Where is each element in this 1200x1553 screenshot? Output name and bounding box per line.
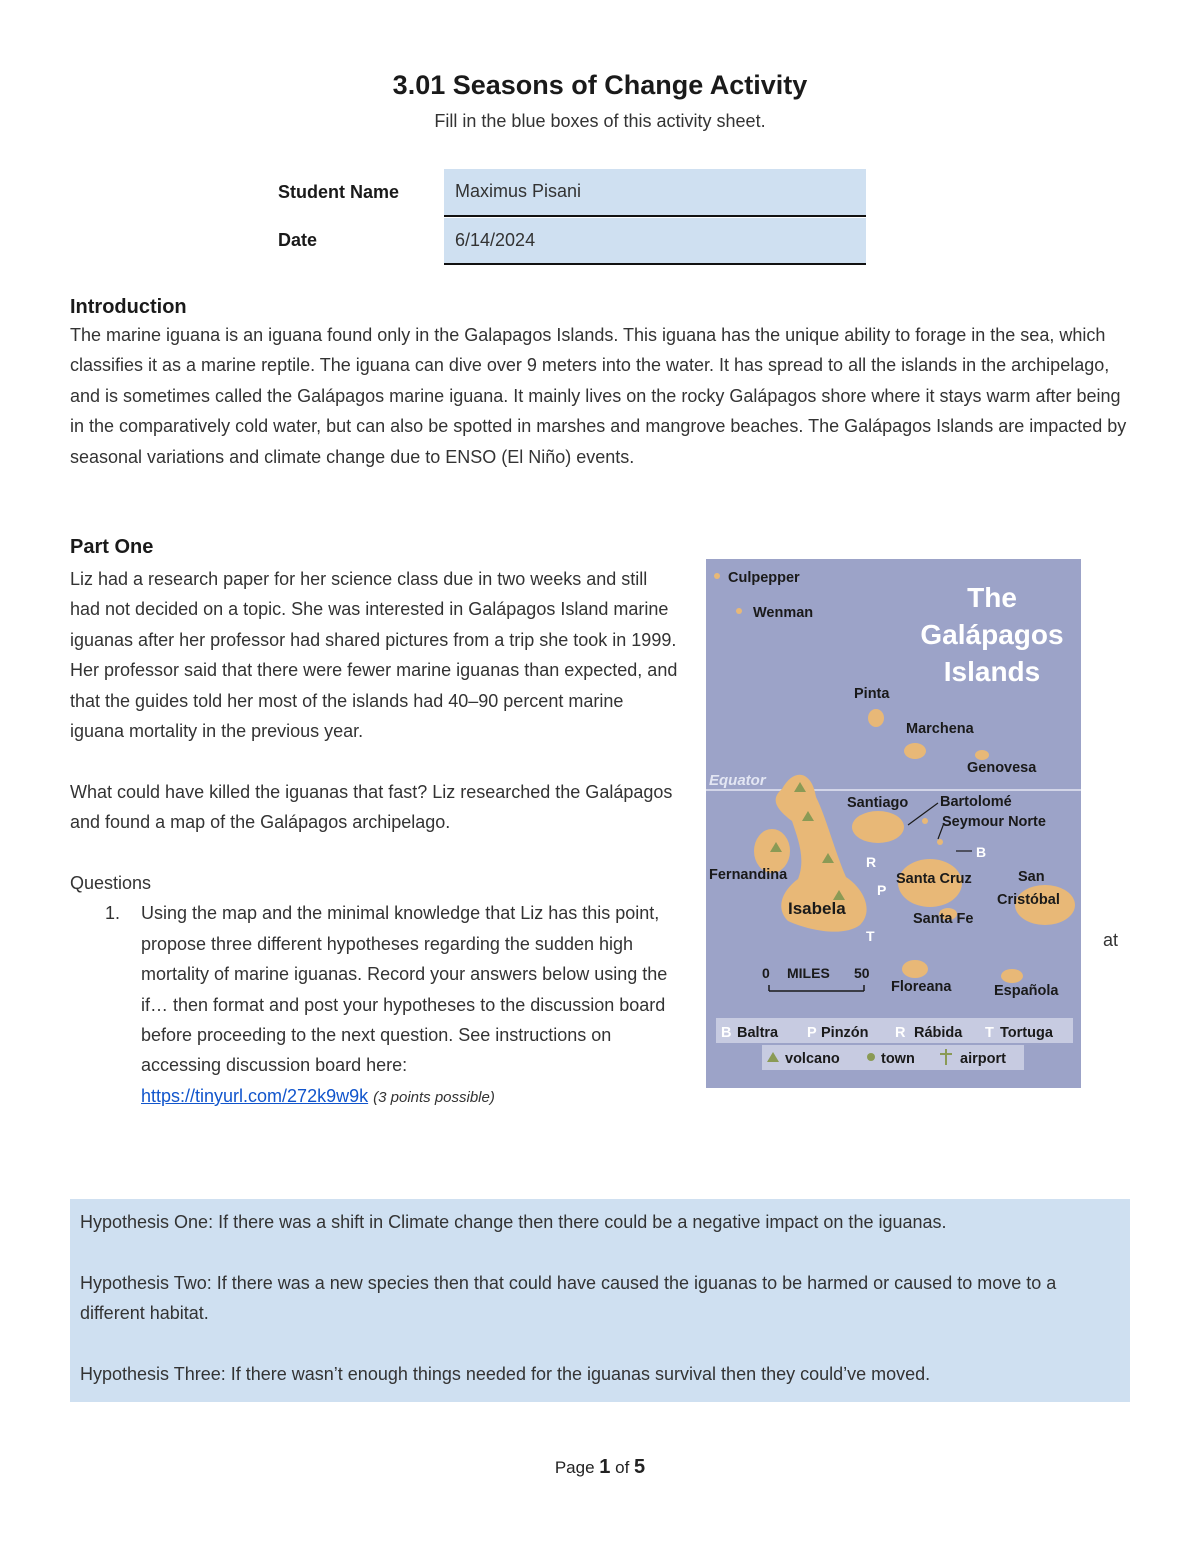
page-subtitle: Fill in the blue boxes of this activity sheet.: [434, 111, 766, 131]
tortuga-key: T: [985, 1025, 994, 1041]
student-name-label: Student Name: [278, 182, 400, 202]
date-label: Date: [278, 230, 318, 250]
marchena-island: [904, 743, 926, 759]
hypothesis-two[interactable]: Hypothesis Two: If there was a new species then that could have caused the iguanas to be harmed or caused to move to a different habitat.: [80, 1272, 1057, 1324]
student-name-field[interactable]: Maximus Pisani: [444, 169, 866, 217]
scale-miles: MILES: [787, 965, 830, 981]
santiago-island: [852, 811, 904, 843]
baltra-legend: Baltra: [737, 1025, 779, 1041]
pinta-label: Pinta: [854, 686, 890, 702]
part-one-heading: Part One: [70, 536, 154, 558]
date-field[interactable]: 6/14/2024: [444, 218, 866, 265]
santa-cruz-label: Santa Cruz: [896, 871, 972, 887]
espanola-label: Española: [994, 983, 1059, 999]
isabela-label: Isabela: [788, 899, 846, 918]
question-1-points: (3 points possible): [373, 1088, 495, 1106]
seymour-norte-island: [937, 839, 943, 845]
hypothesis-three[interactable]: Hypothesis Three: If there wasn’t enough things needed for the iguanas survival then they could’ve moved.: [80, 1364, 931, 1384]
pinzon-legend: Pinzón: [821, 1025, 869, 1041]
question-1-number: 1.: [105, 903, 121, 924]
rabida-marker: R: [866, 854, 877, 870]
floreana-island: [902, 960, 928, 978]
culpepper-label: Culpepper: [728, 570, 800, 586]
questions-label: Questions: [70, 873, 152, 894]
baltra-marker: B: [976, 844, 987, 860]
part-one-paragraph-2: What could have killed the iguanas that fast? Liz researched the Galápagos and found a map of the Galápagos archipelago.: [70, 781, 673, 833]
hypothesis-one[interactable]: Hypothesis One: If there was a shift in Climate change then there could be a negative impact on the iguanas.: [80, 1212, 947, 1232]
santa-fe-label: Santa Fe: [913, 911, 974, 927]
introduction-text: The marine iguana is an iguana found only in the Galapagos Islands. This iguana has the unique ability to forage in the sea, which classifies it as a marine reptile. The iguana can dive over 9 meters into the water. It has spread to all the islands in the archipelago, and is sometimes called the Galápagos marine iguana. It mainly lives on the rocky Galápagos shore where it stays warm after being in the comparatively cold water, but can also be spotted in marshes and mangrove beaches. The Galápagos Islands are impacted by seasonal variations and climate change due to ENSO (El Niño) events.: [70, 325, 1127, 467]
questions-list: [70, 898, 682, 1113]
question-1-text-cont: this point, propose three different hypotheses regarding the sudden high mortality of marine iguanas. Record your answers below using the if… then format and post your hypotheses to the discussion board before proceeding to the next question. See instructions on accessing discussion board here:: [141, 903, 668, 1076]
bartolome-island: [922, 818, 928, 824]
pinta-island: [868, 709, 884, 727]
map-title-line-2: Galápagos: [920, 619, 1064, 650]
santiago-label: Santiago: [847, 795, 909, 811]
tortuga-marker: T: [866, 928, 875, 944]
san-cristobal-label-1: San: [1018, 869, 1045, 885]
map-title-line-3: Islands: [943, 656, 1041, 687]
volcano-legend: volcano: [785, 1051, 840, 1067]
total-pages: 5: [634, 1456, 646, 1478]
genovesa-island: [975, 750, 989, 760]
marchena-label: Marchena: [906, 721, 974, 737]
scale-zero: 0: [762, 965, 770, 981]
page-footer: [0, 1456, 1200, 1479]
page-word: Page: [554, 1458, 595, 1477]
question-1-at-word: at: [1103, 930, 1119, 950]
pinzon-key: P: [807, 1025, 817, 1041]
question-1: [70, 898, 682, 1113]
question-1-text: Using the map and the minimal knowledge that Liz has: [141, 903, 578, 924]
culpepper-island: [714, 573, 720, 579]
bartolome-label: Bartolomé: [940, 794, 1012, 810]
wenman-label: Wenman: [753, 605, 814, 621]
rabida-legend: Rábida: [914, 1025, 963, 1041]
espanola-island: [1001, 969, 1023, 983]
page-number: 1: [599, 1456, 611, 1478]
wenman-island: [736, 608, 742, 614]
page-title: 3.01 Seasons of Change Activity: [392, 70, 808, 100]
equator-label: Equator: [709, 772, 766, 789]
introduction-heading: Introduction: [70, 296, 187, 318]
map-title-line-1: The: [967, 582, 1017, 613]
genovesa-label: Genovesa: [967, 760, 1037, 776]
fernandina-label: Fernandina: [709, 867, 788, 883]
town-legend-icon: [867, 1053, 875, 1061]
airport-legend: airport: [960, 1051, 1006, 1067]
discussion-board-link[interactable]: https://tinyurl.com/272k9w9k: [141, 1085, 369, 1106]
san-cristobal-label-2: Cristóbal: [997, 892, 1060, 908]
pinzon-marker: P: [877, 882, 887, 898]
scale-fifty: 50: [854, 965, 870, 981]
part-one-body: [70, 564, 682, 1113]
seymour-norte-label: Seymour Norte: [942, 814, 1046, 830]
hypotheses-answer-box[interactable]: [70, 1199, 1130, 1402]
part-one-paragraph-1: Liz had a research paper for her science class due in two weeks and still had not decided on a topic. She was interested in Galápagos Island marine iguanas after her professor had shared pictures from a trip she took in 1999. Her professor said that there were fewer marine iguanas than expected, and that the guides told her most of the islands had 40–90 percent marine iguana mortality in the previous year.: [70, 569, 678, 742]
galapagos-map: [706, 559, 1081, 1088]
tortuga-legend: Tortuga: [1000, 1025, 1053, 1041]
town-legend: town: [881, 1051, 915, 1067]
of-word: of: [615, 1458, 630, 1477]
rabida-key: R: [895, 1025, 906, 1041]
baltra-key: B: [721, 1025, 732, 1041]
floreana-label: Floreana: [891, 979, 952, 995]
